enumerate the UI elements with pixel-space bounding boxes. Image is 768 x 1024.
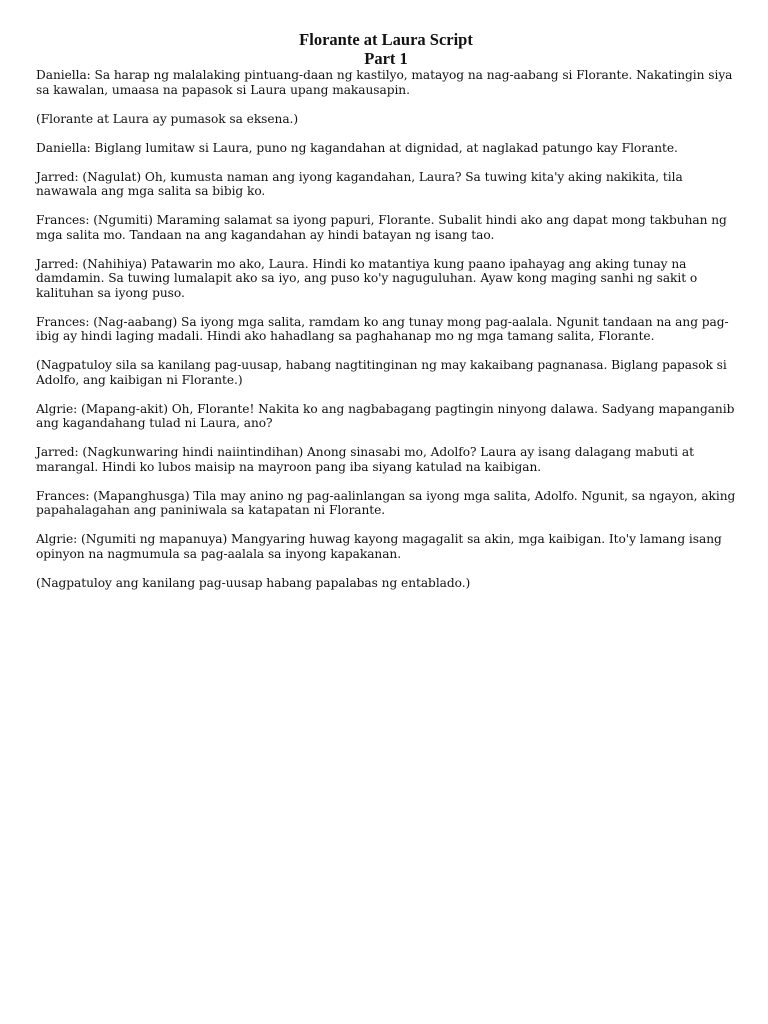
script-paragraph-2: (Florante at Laura ay pumasok sa eksena.) — [36, 111, 299, 126]
title-line-main: Florante at Laura Script — [299, 30, 473, 49]
script-paragraph-11: Frances: (Mapanghusga) Tila may anino ng pag-aalinlangan sa iyong mga salita, Adolfo. Ngunit, sa ngayon, aking papahalagahan ang paniniwala sa katapatan ni Florante. — [36, 488, 736, 517]
script-paragraph-6: Jarred: (Nahihiya) Patawarin mo ako, Laura. Hindi ko matantiya kung paano ipahayag ang aking tunay na damdamin. Sa tuwing lumalapit ako sa iyo, ang puso ko'y naguguluhan. Ayaw kong maging sanhi ng sakit o kalituhan sa iyong puso. — [36, 256, 698, 300]
script-paragraph-13: (Nagpatuloy ang kanilang pag-uusap habang papalabas ng entablado.) — [36, 575, 471, 590]
script-paragraph-4: Jarred: (Nagulat) Oh, kumusta naman ang iyong kagandahan, Laura? Sa tuwing kita'y aking nakikita, tila nawawala ang mga salita sa bibig ko. — [36, 169, 683, 198]
document-page — [36, 30, 736, 605]
script-paragraph-9: Algrie: (Mapang-akit) Oh, Florante! Nakita ko ang nagbabagang pagtingin ninyong dalawa. Sadyang mapanganib ang kagandahang tulad ni Laura, ano? — [36, 401, 735, 430]
script-paragraph-8: (Nagpatuloy sila sa kanilang pag-uusap, habang nagtitinginan ng may kakaibang pagnanasa. Biglang papasok si Adolfo, ang kaibigan ni Florante.) — [36, 358, 727, 387]
script-paragraph-12: Algrie: (Ngumiti ng mapanuya) Mangyaring huwag kayong magagalit sa akin, mga kaibigan. Ito'y lamang isang opinyon na nagmumula sa pag-aalala sa inyong kapakanan. — [36, 532, 722, 561]
script-paragraph-3: Daniella: Biglang lumitaw si Laura, puno ng kagandahan at dignidad, at naglakad patungo kay Florante. — [36, 140, 678, 155]
script-paragraph-5: Frances: (Ngumiti) Maraming salamat sa iyong papuri, Florante. Subalit hindi ako ang dapat mong takbuhan ng mga salita mo. Tandaan na ang kagandahan ay hindi batayan ng isang tao. — [36, 213, 727, 242]
title-line-part: Part 1 — [364, 49, 408, 68]
document-title — [36, 30, 736, 68]
script-paragraph-10: Jarred: (Nagkunwaring hindi naiintindihan) Anong sinasabi mo, Adolfo? Laura ay isang dalagang mabuti at marangal. Hindi ko lubos maisip na mayroon pang iba siyang katulad na kaibigan. — [36, 445, 694, 474]
script-paragraph-1: Daniella: Sa harap ng malalaking pintuang-daan ng kastilyo, matayog na nag-aabang si Florante. Nakatingin siya sa kawalan, umaasa na papasok si Laura upang makausapin. — [36, 68, 733, 97]
script-paragraph-7: Frances: (Nag-aabang) Sa iyong mga salita, ramdam ko ang tunay mong pag-aalala. Ngunit tandaan na ang pag-ibig ay hindi laging madali. Hindi ako hahadlang sa paghahanap mo ng mga tamang salita, Florante. — [36, 314, 729, 343]
script-body — [36, 68, 736, 590]
